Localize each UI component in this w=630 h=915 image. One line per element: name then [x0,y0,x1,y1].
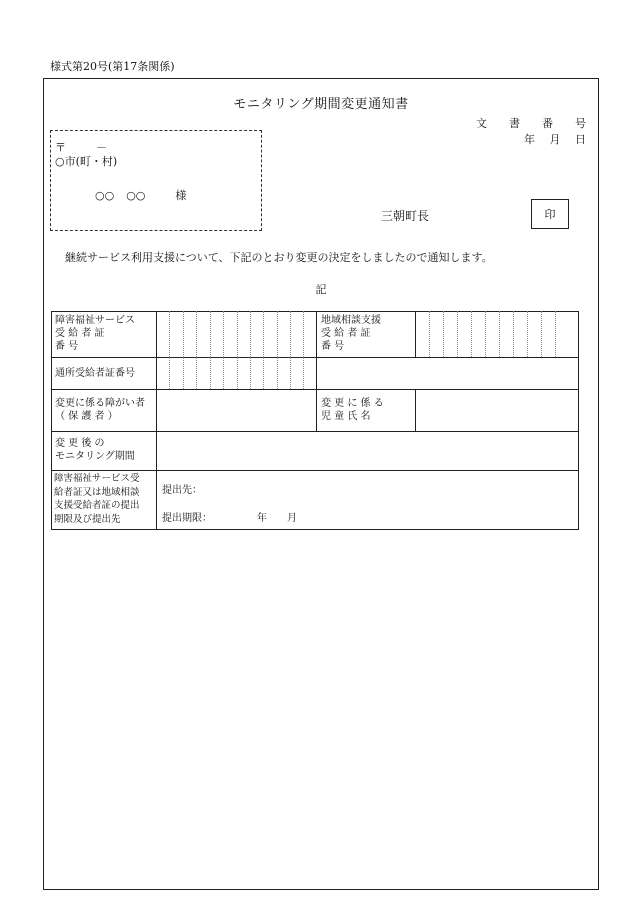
address-box [50,130,262,231]
day-care-certificate-label: 通所受給者証番号 [55,368,135,379]
label-line: 障害福祉サービス受 [54,473,140,484]
welfare-certificate-label [55,314,151,353]
table-border [51,389,579,390]
digit-divider [443,311,444,357]
digit-divider [471,311,472,357]
digit-divider [277,357,278,389]
date-line [524,131,586,147]
digit-divider [210,357,211,389]
table-border [316,311,317,431]
label-line: 期限及び提出先 [54,513,121,525]
child-name-label [321,397,413,423]
doc-number-char: 番 [542,117,553,130]
digit-divider [513,311,514,357]
person-concerned-label [55,397,155,423]
digit-divider [169,311,170,357]
digit-divider [303,311,304,357]
doc-number-label [476,115,586,131]
label-line: 受 給 者 証 [321,328,371,339]
table-border [578,311,579,530]
digit-divider [223,311,224,357]
new-monitoring-period-label [55,437,155,463]
digit-divider [183,357,184,389]
label-line: 支援受給者証の提出 [54,500,140,511]
label-line: 変 更 後 の [55,438,105,449]
digit-divider [237,311,238,357]
digit-divider [527,311,528,357]
label-line: 番 号 [55,341,79,352]
deadline-label: 提出期限： [162,513,212,524]
seal-box [531,199,569,229]
deadline-year-label: 年 [257,513,267,524]
label-line: 給者証又は地域相談 [54,486,140,498]
digit-divider [250,357,251,389]
digit-divider [169,357,170,389]
doc-number-char: 文 [476,117,487,130]
deadline-month-label: 月 [287,513,297,524]
ki-heading: 記 [315,283,327,296]
label-line: 受 給 者 証 [55,328,105,339]
postal-mark: 〒 [55,141,66,154]
digit-divider [183,311,184,357]
digit-divider [263,357,264,389]
table-border [51,529,579,530]
label-line: 番 号 [321,341,345,352]
label-line: 変 更 に 係 る [321,398,384,409]
form-number: 様式第20号(第17条関係) [50,60,175,73]
year-label: 年 [524,133,535,146]
digit-divider [303,357,304,389]
honorific: 様 [175,189,187,202]
month-label: 月 [549,133,561,146]
table-border [51,357,579,358]
intro-text: 継続サービス利用支援について、下記のとおり変更の決定をしましたので通知します。 [65,251,493,264]
doc-number-char: 号 [575,117,586,130]
doc-number-char: 書 [509,117,520,130]
digit-divider [277,311,278,357]
table-border [415,389,416,431]
recipient-name [95,187,198,203]
digit-divider [499,311,500,357]
digit-divider [555,311,556,357]
postal-dash: － [96,141,107,154]
submit-to-label: 提出先： [162,485,202,496]
digit-divider [223,357,224,389]
digit-divider [250,311,251,357]
seal-label: 印 [544,208,556,221]
submission-deadline-label [54,472,156,526]
table-border [51,470,579,471]
digit-divider [263,311,264,357]
issuer-mayor: 三朝町長 [381,209,430,223]
name-part: ○○ [126,189,146,202]
table-border [51,311,52,530]
label-line: 地域相談支援 [321,315,381,326]
digit-divider [429,311,430,357]
digit-divider [290,357,291,389]
digit-divider [196,311,197,357]
info-table [51,311,579,530]
label-line: 変更に係る障がい者 [55,398,145,409]
label-line: モニタリング期間 [55,451,135,462]
document-frame [43,78,599,890]
digit-divider [485,311,486,357]
digit-divider [237,357,238,389]
table-border [51,431,579,432]
table-border [156,311,157,530]
label-line: （ 保 護 者 ） [55,411,118,422]
digit-divider [541,311,542,357]
label-line: 児 童 氏 名 [321,411,371,422]
label-line: 障害福祉サービス [55,315,135,326]
name-part: ○○ [95,189,115,202]
recipient-city: ○市(町・村) [55,155,118,168]
digit-divider [290,311,291,357]
day-label: 日 [575,133,586,146]
digit-divider [196,357,197,389]
table-border [415,311,416,357]
digit-divider [210,311,211,357]
document-title: モニタリング期間変更通知書 [233,97,409,112]
community-support-certificate-label [321,314,411,353]
digit-divider [457,311,458,357]
